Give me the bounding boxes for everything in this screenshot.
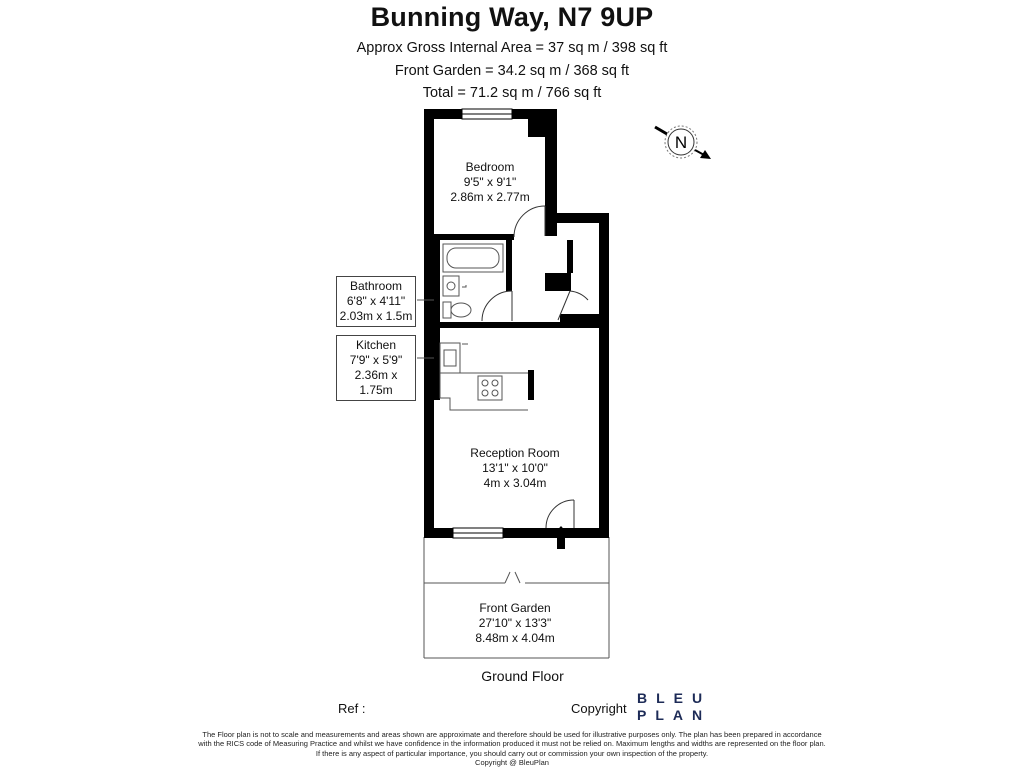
garden-label xyxy=(435,601,595,646)
kitchen-name: Kitchen xyxy=(355,338,397,352)
toilet xyxy=(443,302,471,318)
bathroom-name: Bathroom xyxy=(349,279,403,293)
disclaimer-line: with the RICS code of Measuring Practice and whilst we have confidence in the information produced it must not be relied on. Maximum lengths and widths are represented on the floor plan. xyxy=(198,739,826,749)
total-area-text: Total = 71.2 sq m / 766 sq ft xyxy=(422,85,602,101)
ref-label: Ref : xyxy=(338,701,366,716)
bathroom-metric: 2.03m x 1.5m xyxy=(339,309,413,323)
disclaimer-line: The Floor plan is not to scale and measurements and areas shown are approximate and therefore should be used for illustrative purposes only. The plan has been prepared in accordance xyxy=(202,730,822,739)
disclaimer-line: Copyright @ BleuPlan xyxy=(475,757,549,767)
garden-imperial: 27'10" x 13'3" xyxy=(478,616,552,630)
bedroom-name: Bedroom xyxy=(465,160,515,174)
garden-area-text: Front Garden = 34.2 sq m / 368 sq ft xyxy=(394,63,630,79)
page-title: Bunning Way, N7 9UP xyxy=(370,2,654,32)
bathroom-imperial: 6'8" x 4'11" xyxy=(346,294,406,308)
bathtub xyxy=(443,244,503,272)
kitchen-imperial: 7'9" x 5'9" xyxy=(349,353,403,367)
bathroom-sink xyxy=(443,276,459,296)
copyright-label: Copyright xyxy=(571,701,627,716)
reception-label xyxy=(435,446,595,491)
logo-line-2: PLAN xyxy=(637,707,712,723)
reception-metric: 4m x 3.04m xyxy=(483,476,547,490)
bedroom-label xyxy=(410,160,570,205)
garden-metric: 8.48m x 4.04m xyxy=(475,631,555,645)
reception-name: Reception Room xyxy=(470,446,560,460)
kitchen-label-box xyxy=(336,335,416,401)
gross-area-text: Approx Gross Internal Area = 37 sq m / 398 sq ft xyxy=(356,40,668,56)
north-compass-icon xyxy=(655,126,711,159)
garden-name: Front Garden xyxy=(479,601,551,615)
bedroom-metric: 2.86m x 2.77m xyxy=(450,190,530,204)
floor-label: Ground Floor xyxy=(481,668,564,684)
bathroom-label-box xyxy=(336,276,416,327)
disclaimer xyxy=(0,730,1024,767)
kitchen-metric: 2.36m x 1.75m xyxy=(354,368,398,397)
logo-line-1: BLEU xyxy=(637,690,712,706)
kitchen-counter xyxy=(440,343,528,410)
reception-imperial: 13'1" x 10'0" xyxy=(482,461,548,475)
disclaimer-line: If there is any aspect of particular importance, you should carry out or commission your own inspection of the property. xyxy=(315,748,709,758)
bedroom-imperial: 9'5" x 9'1" xyxy=(463,175,517,189)
bleu-plan-logo xyxy=(637,690,711,724)
compass-letter: N xyxy=(674,133,688,152)
